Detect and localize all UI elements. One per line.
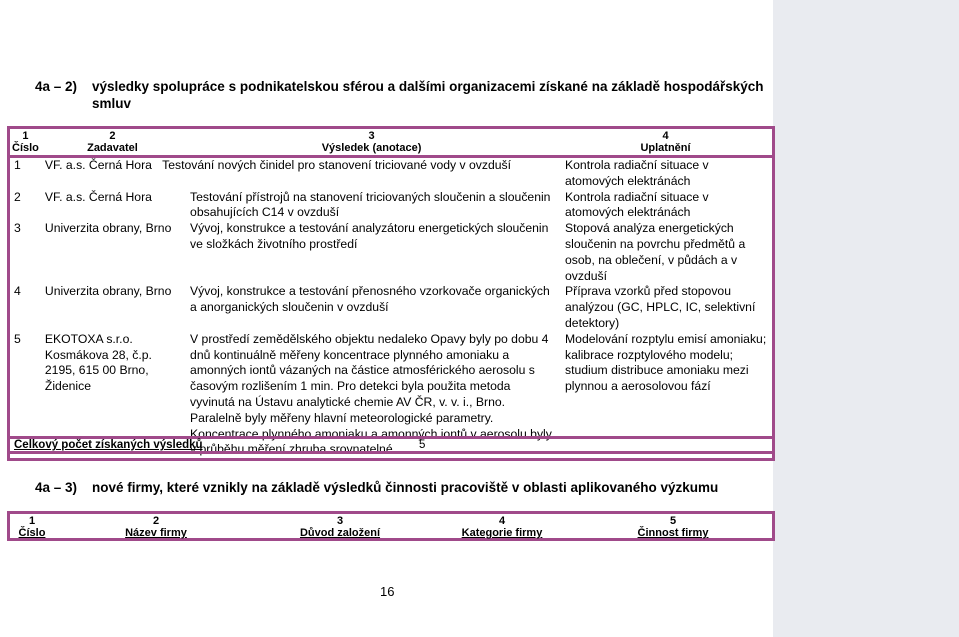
page-number: 16 [380, 584, 395, 599]
row-use: Příprava vzorků před stopovou analýzou (GC, HPLC, IC, selektivní detektory) [565, 284, 756, 330]
row-result: V prostředí zemědělského objektu nedaleko Opavy byly po dobu 4 dnů kontinuálně měřeny koncentrace plynného amoniaku a amonných iontů vázaných na částice atmosférického aerosolu s časovým rozlišením 1 min. Pro detekci byla použita metoda vyvinutá na Ústavu analytické chemie AV ČR, v. v. i., Brno. Paralelně byly měřeny hlavní meteorologické parametry. Koncentrace plynného amoniaku a amonných iontů v aerosolu byly v průběhu měření zhruba srovnatelné. [190, 331, 552, 457]
row-number: 2 [14, 189, 21, 204]
row-result: Vývoj, konstrukce a testování analyzátoru energetických sloučenin ve složkách životního prostředí [190, 221, 549, 251]
table-row [9, 190, 774, 222]
total-results-box [7, 436, 775, 454]
section-number: 4a – 2) [35, 79, 78, 94]
table-row [9, 284, 774, 331]
header-zadavatel: 2 Zadavatel [41, 128, 184, 157]
row-result: Testování nových činidel pro stanovení triciované vody v ovzduší [162, 158, 511, 172]
row-use: Stopová analýza energetických sloučenin na povrchu předmětů a osob, na oblečení, v půdách a v ovzduší [565, 221, 746, 283]
firms-table [7, 511, 775, 541]
row-number: 5 [14, 331, 21, 346]
table-row [9, 157, 774, 190]
row-use: Kontrola radiační situace v atomových elektránách [565, 158, 709, 188]
header-nazev-firmy: 2 Název firmy [125, 515, 187, 539]
header-uplatneni: 4 Uplatnění [559, 128, 773, 157]
row-number: 3 [14, 221, 21, 236]
row-number: 4 [14, 284, 21, 299]
section-title: nové firmy, které vznikly na základě výsledků činnosti pracoviště v oblasti aplikovaného výzkumu [92, 480, 719, 495]
section-title: výsledky spolupráce s podnikatelskou sférou a dalšími organizacemi získané na základě hospodářských smluv [92, 79, 764, 111]
results-table [7, 126, 775, 461]
row-client: Univerzita obrany, Brno [44, 221, 172, 236]
row-client: EKOTOXA s.r.o. Kosmákova 28, č.p. 2195, 615 00 Brno, Židenice [44, 331, 152, 394]
header-cinnost-firmy: 5 Činnost firmy [637, 515, 709, 539]
header-vysledek: 3 Výsledek (anotace) [184, 128, 559, 157]
header-cislo: 1 Číslo [18, 515, 46, 539]
table-row [9, 221, 774, 284]
row-result: Vývoj, konstrukce a testování přenosného vzorkovače organických a anorganických sloučenin v ovzduší [190, 284, 550, 315]
row-number: 1 [14, 158, 21, 172]
row-result: Testování přístrojů na stanovení triciovaných sloučenin a sloučenin obsahujících C14 v ovzduší [190, 189, 551, 220]
total-label: Celkový počet získaných výsledků [14, 439, 203, 451]
row-use: Kontrola radiační situace v atomových elektránách [565, 189, 709, 220]
header-cislo: 1 Číslo [9, 128, 41, 157]
table-header-row [9, 128, 774, 157]
row-client: Univerzita obrany, Brno [44, 284, 172, 299]
row-client-result [41, 157, 559, 190]
section-number: 4a – 3) [35, 480, 78, 495]
row-client: VF. a.s. Černá Hora [44, 189, 152, 204]
total-value: 5 [419, 439, 426, 451]
row-use: Modelování rozptylu emisí amoniaku; kalibrace rozptylového modelu; studium distribuce amoniaku mezi plynnou a aerosolovou fází [565, 331, 767, 394]
side-panel [773, 0, 959, 637]
header-duvod-zalozeni: 3 Důvod založení [299, 515, 381, 539]
header-kategorie-firmy: 4 Kategorie firmy [461, 515, 543, 539]
row-client: VF. a.s. Černá Hora [44, 158, 152, 172]
